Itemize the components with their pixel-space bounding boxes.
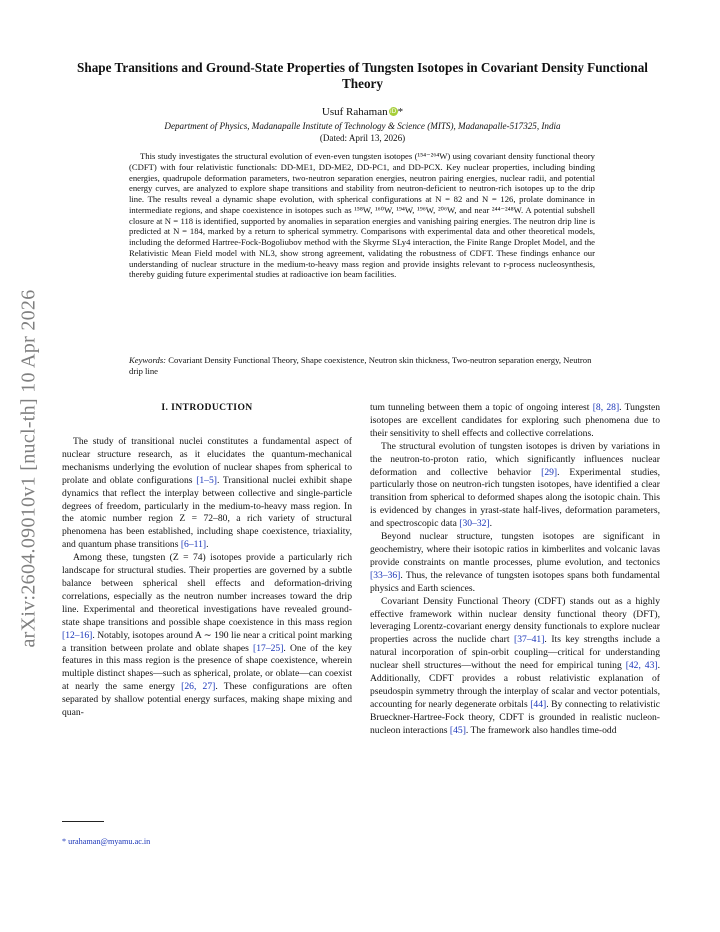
left-column-body — [62, 436, 352, 720]
citation-link[interactable]: [6–11] — [180, 539, 207, 551]
keywords — [129, 355, 595, 377]
right-column-body — [370, 402, 660, 738]
keywords-text: Covariant Density Functional Theory, Shape coexistence, Neutron skin thickness, Two-neutron separation energy, Neutron drip line — [129, 355, 592, 376]
paragraph-text: . Transitional nuclei exhibit shape dynamics that reflect the interplay between collective and single-particle degrees of freedom, particularly in the medium-to-heavy mass region. In the atomic number region Z = 72–80, a rich variety of structural phenomena has been established, including shape coexistence, triaxiality, and quantum phase transitions — [62, 474, 352, 551]
section-heading: I. INTRODUCTION — [161, 402, 253, 413]
paragraph-text: . These configurations are often separated by shallow potential energy surfaces, making shape mixing and quan- — [62, 681, 352, 719]
citation-link[interactable]: [37–41] — [514, 634, 545, 646]
paragraph-text: . One of the key features in this mass region is the presence of shape coexistence, wherein multiple distinct shapes—such as spherical, prolate, or oblate—can coexist at nearly the same energy — [62, 642, 352, 693]
body-paragraph — [370, 531, 660, 596]
orcid-icon[interactable]: iD — [389, 108, 397, 115]
paragraph-text: Covariant Density Functional Theory (CDFT) stands out as a highly effective framework within nuclear density functional theory (DFT), leveraging Lorentz-covariant energy density functionals to explore nuclear properties across the nuclide chart — [370, 595, 660, 646]
left-column — [62, 402, 352, 720]
paper-title: Shape Transitions and Ground-State Properties of Tungsten Isotopes in Covariant Density Functional Theory — [77, 60, 648, 91]
paragraph-text: . Notably, isotopes around A ∼ 190 lie near a critical point marking a transition between prolate and oblate shapes — [62, 629, 352, 654]
keywords-label: Keywords: — [129, 355, 167, 365]
paragraph-text: . Tungsten isotopes are excellent candidates for exploring such phenomena due to their sensitivity to shell effects and collective correlations. — [370, 402, 661, 439]
citation-link[interactable]: [30–32] — [459, 518, 490, 530]
paragraph-text: tum tunneling between them a topic of ongoing interest — [370, 402, 593, 413]
abstract: This study investigates the structural evolution of even-even tungsten isotopes (¹⁵⁴⁻²⁶⁴W) using covariant density functional theory (CDFT) with four relativistic functionals: DD-ME1, DD-ME2, DD-PC1, and DD-PCX. Key nuclear properties, including binding energies, quadrupole deformation parameters, two-neutron separation energies, neutron pairing energies, nuclear radii, and potential energy curves, are analyzed to explore shape transitions and stability from neutron-deficient to neutron-rich isotopes up to the drip line. The results reveal a dynamic shape evolution, with spherical configurations at N = 82 and N = 126, prolate dominance in intermediate regions, and shape coexistence in isotopes such as ¹⁵⁸W, ¹⁶⁰W, ¹⁹⁴W, ¹⁹⁶W, ²⁰⁶W, and near ²⁴⁴⁻²⁴⁸W. A potential subshell closure at N = 118 is identified, supported by anomalies in separation energies and vanishing pairing energies. The neutron drip line is predicted at N = 184, marked by a return to spherical symmetry. Comparisons with experimental data and other theoretical models, including the deformed Hartree-Fock-Bogoliubov method with the Skyrme SLy4 interaction, the Finite Range Droplet Model, and the Relativistic Mean Field model with NL3, show strong agreement, validating the robustness of CDFT. These findings enhance our understanding of nuclear structure in the medium-to-heavy mass region and provide insights relevant to r-process nucleosynthesis, thereby guiding future experimental studies at radioactive ion beam facilities. — [129, 151, 595, 280]
citation-link[interactable]: [44] — [530, 698, 547, 710]
paragraph-text: Beyond nuclear structure, tungsten isotopes are significant in geochemistry, where their isotopic ratios in kimberlites and volcanic lavas provide constraints on mantle processes, plume evolution, and tectonics — [370, 531, 660, 568]
footnote-rule — [62, 821, 104, 822]
paragraph-text: . — [489, 518, 493, 530]
paragraph-text: . Experimental studies, particularly those on neutron-rich tungsten isotopes, have identified a clear transition from spherical to deformed shapes along the isotopic chain. This is evidenced by changes in yrast-state half-lives, deformation parameters, and spectroscopic data — [370, 466, 660, 530]
arxiv-identifier — [14, 258, 44, 678]
body-paragraph — [62, 552, 352, 720]
paragraph-text: . Its key strengths include a natural incorporation of spin-orbit coupling—critical for understanding nuclear shell structures—without the need for empirical tuning — [370, 634, 660, 672]
date-line: (Dated: April 13, 2026) — [319, 133, 406, 143]
author-name[interactable]: Usuf Rahaman — [321, 106, 388, 118]
paragraph-text: The study of transitional nuclei constitutes a fundamental aspect of nuclear structure research, as it elucidates the quantum-mechanical mechanisms underlying the evolution of nuclear shapes from spherical to prolate and oblate configurations — [62, 436, 352, 486]
body-paragraph — [62, 436, 352, 552]
paragraph-text: . — [206, 539, 209, 551]
footnote-email[interactable]: * urahaman@myamu.ac.in — [62, 837, 151, 846]
body-paragraph — [370, 441, 660, 531]
paragraph-text: . Additionally, CDFT provides a robust relativistic explanation of pseudospin symmetry through the interplay of scalar and vector potentials, accounting for nearly degenerate orbitals — [370, 660, 660, 710]
paragraph-text: Among these, tungsten (Z = 74) isotopes provide a particularly rich landscape for structural studies. Their properties are governed by a subtle balance between spherical shell effects and deformation-driving correlations, especially as the neutron number increases toward the drip line. Experimental and theoretical investigations have revealed ground-state shape transitions and possible shape coexistence in this mass region — [62, 552, 352, 628]
paragraph-text: . The framework also handles time-odd — [465, 724, 617, 736]
citation-link[interactable]: [33–36] — [370, 569, 401, 581]
arxiv-identifier-text: arXiv:2604.09010v1 [nucl-th] 10 Apr 2026 — [17, 288, 40, 648]
author-marker: * — [397, 106, 404, 118]
affiliation: Department of Physics, Madanapalle Institute of Technology & Science (MITS), Madanapalle-517325, India — [164, 121, 561, 131]
citation-link[interactable]: [42, 43] — [625, 660, 658, 672]
author-line — [70, 106, 655, 118]
citation-link[interactable]: [17–25] — [253, 642, 284, 654]
body-paragraph — [370, 596, 660, 738]
citation-link[interactable]: [12–16] — [62, 629, 93, 641]
citation-link[interactable]: [26, 27] — [181, 681, 216, 693]
paragraph-text: The structural evolution of tungsten isotopes is driven by variations in the neutron-to-proton ratio, which significantly influences nuclear deformation and collective behavior — [370, 440, 660, 478]
citation-link[interactable]: [1–5] — [196, 474, 217, 486]
citation-link[interactable]: [29] — [541, 466, 558, 478]
body-paragraph — [370, 402, 660, 441]
citation-link[interactable]: [45] — [449, 724, 466, 736]
paragraph-text: . By connecting to relativistic Brueckner-Hartree-Fock theory, CDFT is grounded in realistic nucleon-nucleon interactions — [370, 698, 660, 736]
citation-link[interactable]: [8, 28] — [592, 402, 620, 413]
right-column — [370, 402, 660, 738]
paragraph-text: . Thus, the relevance of tungsten isotopes spans both fundamental physics and Earth sciences. — [370, 569, 660, 594]
